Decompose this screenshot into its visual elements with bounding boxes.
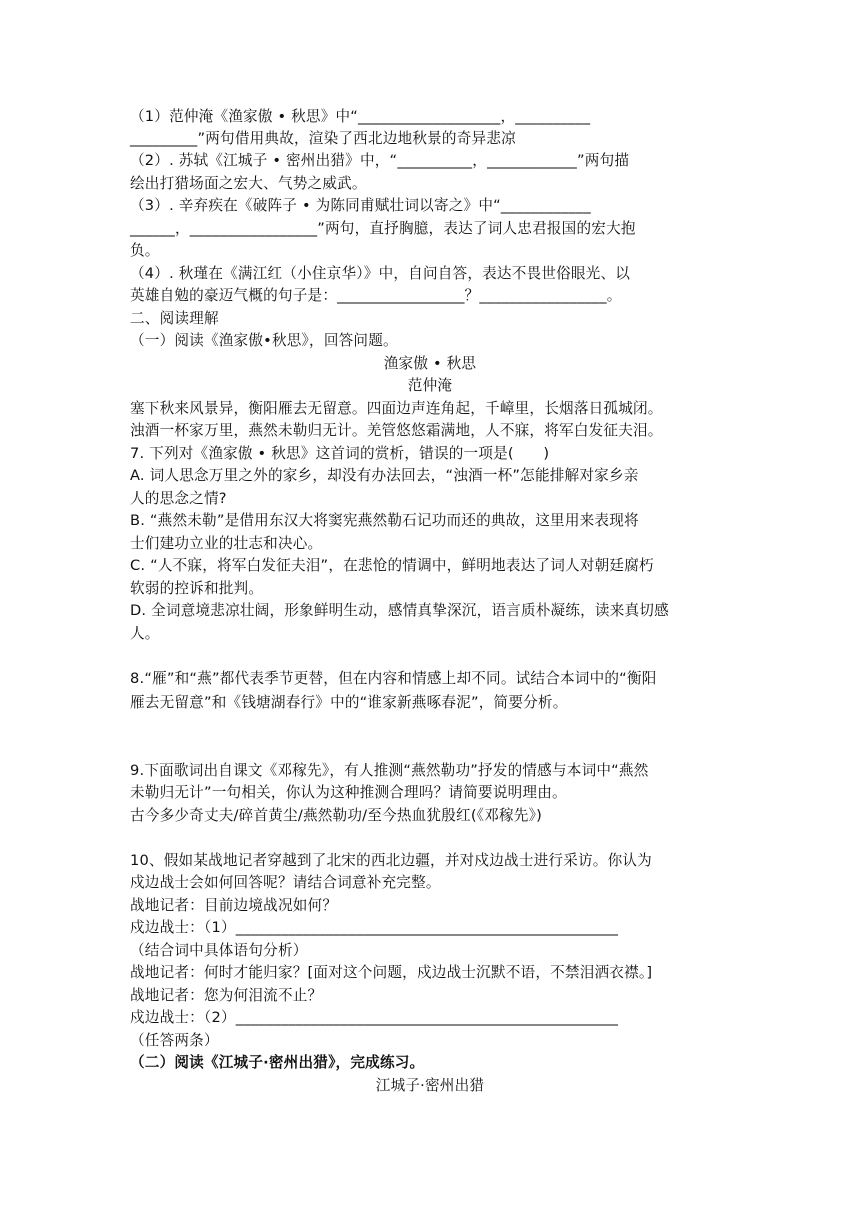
- q10-line-2: 戍边战士会如何回答呢？请结合词意补充完整。: [130, 874, 441, 891]
- q1-line-1: （1）范仲淹《渔家傲 • 秋思》中“___________________，__________: [130, 108, 591, 125]
- q7-option-a-1: A. 词人思念万里之外的家乡，却没有办法回去，“浊酒一杯”怎能排解对家乡亲: [130, 467, 639, 484]
- subsection-heading-2: （二）阅读《江城子·密州出猎》，完成练习。: [130, 1054, 425, 1071]
- q7-option-d-1: D. 全词意境悲凉壮阔，形象鲜明生动，感情真挚深沉，语言质朴凝练，读来真切感: [130, 602, 669, 619]
- q7-option-c-2: 软弱的控诉和批判。: [130, 580, 264, 597]
- q7-stem: 7. 下列对《渔家傲 • 秋思》这首词的赏析，错误的一项是( ): [130, 445, 550, 462]
- q7-option-b-2: 士们建功立业的壮志和决心。: [130, 535, 323, 552]
- q4-line-1: （4）. 秋瑾在《满江红（小住京华）》中，自问自答，表达不畏世俗眼光、以: [130, 265, 631, 282]
- poem-line-1: 塞下秋来风景异，衡阳雁去无留意。四面边声连角起，千嶂里，长烟落日孤城闭。: [130, 400, 663, 417]
- subsection-heading-1: （一）阅读《渔家傲•秋思》，回答问题。: [130, 332, 398, 349]
- poem-line-2: 浊酒一杯家万里，燕然未勒归无计。羌管悠悠霜满地，人不寐，将军白发征夫泪。: [130, 422, 663, 439]
- q10-answer-2-hint: （任答两条）: [130, 1032, 219, 1049]
- q8-line-1: 8.“雁”和“燕”都代表季节更替，但在内容和情感上却不同。试结合本词中的“衡阳: [130, 670, 657, 687]
- q9-line-1: 9.下面歌词出自课文《邓稼先》，有人推测“燕然勒功”抒发的情感与本词中“燕然: [130, 762, 649, 779]
- section-heading-reading: 二、阅读理解: [130, 310, 219, 327]
- q8-line-2: 雁去无留意”和《钱塘湖春行》中的“谁家新燕啄春泥”，简要分析。: [130, 694, 568, 711]
- q10-answer-1-hint: （结合词中具体语句分析）: [130, 942, 308, 959]
- q3-line-1: （3）. 辛弃疾在《破阵子 • 为陈同甫赋壮词以寄之》中“____________: [130, 197, 591, 214]
- q7-option-c-1: C. “人不寐，将军白发征夫泪”，在悲怆的情调中，鲜明地表达了词人对朝廷腐朽: [130, 557, 654, 574]
- q10-line-1: 10、假如某战地记者穿越到了北宋的西北边疆，并对戍边战士进行采访。你认为: [130, 852, 652, 869]
- q10-answer-1: 戍边战士：（1）___________________________________________________: [130, 919, 619, 936]
- q3-line-3: 负。: [130, 242, 160, 259]
- q10-dialogue-1: 战地记者：目前边境战况如何？: [130, 897, 338, 914]
- poem2-title: 江城子·密州出猎: [375, 1077, 485, 1094]
- q9-line-2: 未勒归无计”一句相关，你认为这种推测合理吗？请简要说明理由。: [130, 784, 567, 801]
- q10-dialogue-3: 战地记者：您为何泪流不止？: [130, 987, 323, 1004]
- q9-lyrics: 古今多少奇丈夫/碎首黄尘/燕然勒功/至今热血犹殷红(《邓稼先》): [130, 807, 542, 824]
- q10-answer-2: 戍边战士：（2）___________________________________________________: [130, 1009, 619, 1026]
- poem-author: 范仲淹: [407, 377, 453, 394]
- q2-line-1: （2）. 苏轼《江城子 • 密州出猎》中，“__________，____________”两句描: [130, 152, 630, 169]
- q7-option-b-1: B. “燕然未勒”是借用东汉大将窦宪燕然勒石记功而还的典故，这里用来表现将: [130, 512, 639, 529]
- q2-line-2: 绘出打猎场面之宏大、气势之威武。: [130, 175, 367, 192]
- q7-option-d-2: 人。: [130, 625, 160, 642]
- q4-line-2: 英雄自勉的豪迈气概的句子是：_________________？_________________。: [130, 287, 622, 304]
- q1-line-2: _________”两句借用典故，渲染了西北边地秋景的奇异悲凉: [130, 130, 516, 147]
- q3-line-2: ______，_________________”两句，直抒胸臆，表达了词人忠君报国的宏大抱: [130, 220, 636, 237]
- q7-option-a-2: 人的思念之情?: [130, 490, 227, 507]
- q10-dialogue-2: 战地记者：何时才能归家？[面对这个问题，戍边战士沉默不语，不禁泪洒衣襟。]: [130, 964, 653, 981]
- poem-title: 渔家傲 • 秋思: [383, 355, 477, 372]
